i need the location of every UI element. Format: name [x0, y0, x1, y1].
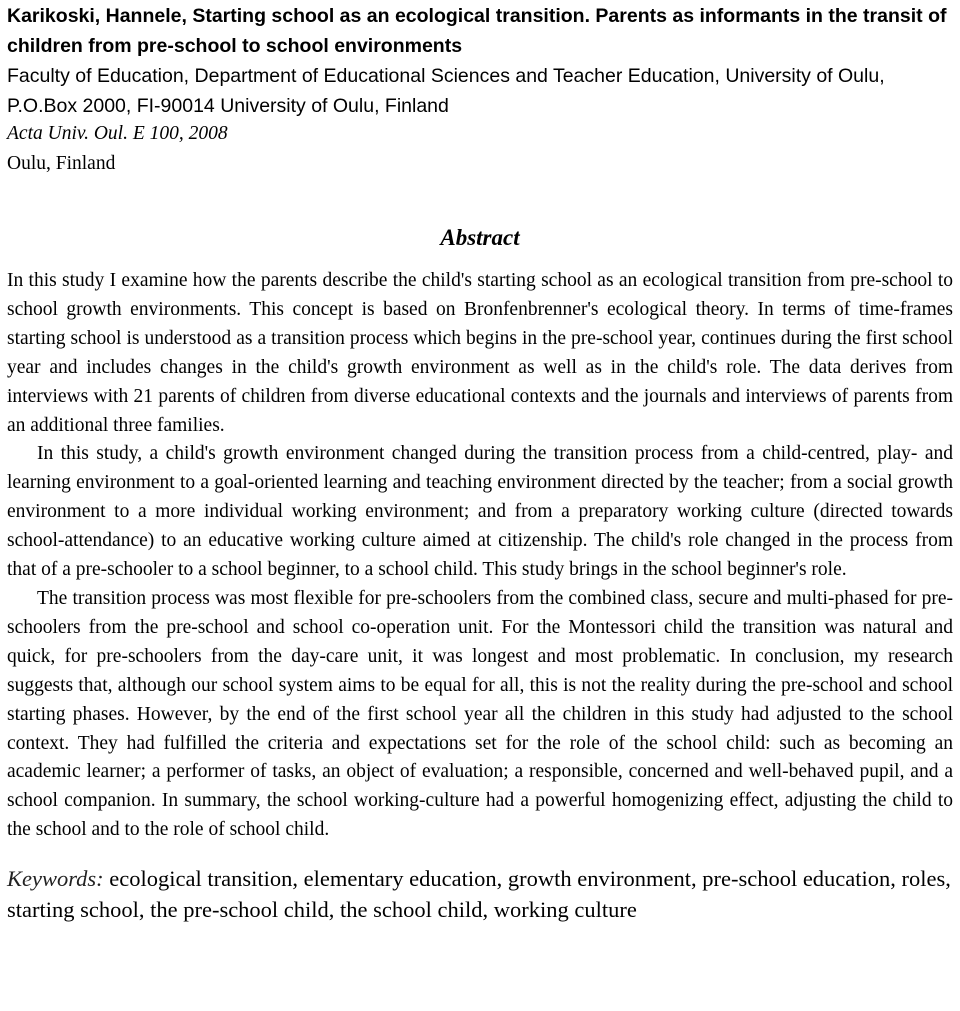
keywords-line: [7, 863, 953, 925]
keywords-list: ecological transition, elementary education, growth environment, pre-school education, roles, starting school, the pre-school child, the school child, working culture: [7, 866, 951, 923]
abstract-heading: Abstract: [440, 225, 520, 250]
series-reference: Acta Univ. Oul. E 100, 2008: [7, 123, 228, 144]
abstract-body: [7, 267, 953, 845]
author-affiliation: Faculty of Education, Department of Educational Sciences and Teacher Education, University of Oulu, P.O.Box 2000, FI-90014 University of Oulu, Finland: [7, 65, 885, 117]
citation-header: [7, 1, 953, 181]
publication-title: Karikoski, Hannele, Starting school as an ecological transition. Parents as informants in the transit of children from pre-school to school environments: [7, 5, 947, 57]
abstract-paragraph-1: In this study I examine how the parents describe the child's starting school as an ecological transition from pre-school to school growth environments. This concept is based on Bronfenbrenner's ecological theory. In terms of time-frames starting school is understood as a transition process which begins in the pre-school year, continues during the first school year and includes changes in the child's growth environment as well as in the child's role. The data derives from interviews with 21 parents of children from diverse educational contexts and the journals and interviews of parents from an additional three families.: [7, 270, 953, 436]
document-page: [7, 0, 953, 925]
abstract-paragraph-2: In this study, a child's growth environment changed during the transition process from a child-centred, play- and learning environment to a goal-oriented learning and teaching environment directed by the teacher; from a social growth environment to a more individual working environment; and from a preparatory working culture (directed towards school-attendance) to an educative working culture aimed at citizenship. The child's role changed in the process from that of a pre-schooler to a school beginner, to a school child. This study brings in the school beginner's role.: [7, 443, 953, 581]
abstract-paragraph-3: The transition process was most flexible for pre-schoolers from the combined class, secure and multi-phased for pre-schoolers from the pre-school and school co-operation unit. For the Montessori child the transition was natural and quick, for pre-schoolers from the day-care unit, it was longest and most problematic. In conclusion, my research suggests that, although our school system aims to be equal for all, this is not the reality during the pre-school and school starting phases. However, by the end of the first school year all the children in this study had adjusted to the school context. They had fulfilled the criteria and expectations set for the role of the school child: such as becoming an academic learner; a performer of tasks, an object of evaluation; a responsible, concerned and well-behaved pupil, and a school companion. In summary, the school working-culture had a powerful homogenizing effect, adjusting the child to the school and to the role of school child.: [7, 587, 953, 841]
keywords-label: Keywords:: [7, 866, 104, 892]
publication-place: Oulu, Finland: [7, 153, 116, 174]
